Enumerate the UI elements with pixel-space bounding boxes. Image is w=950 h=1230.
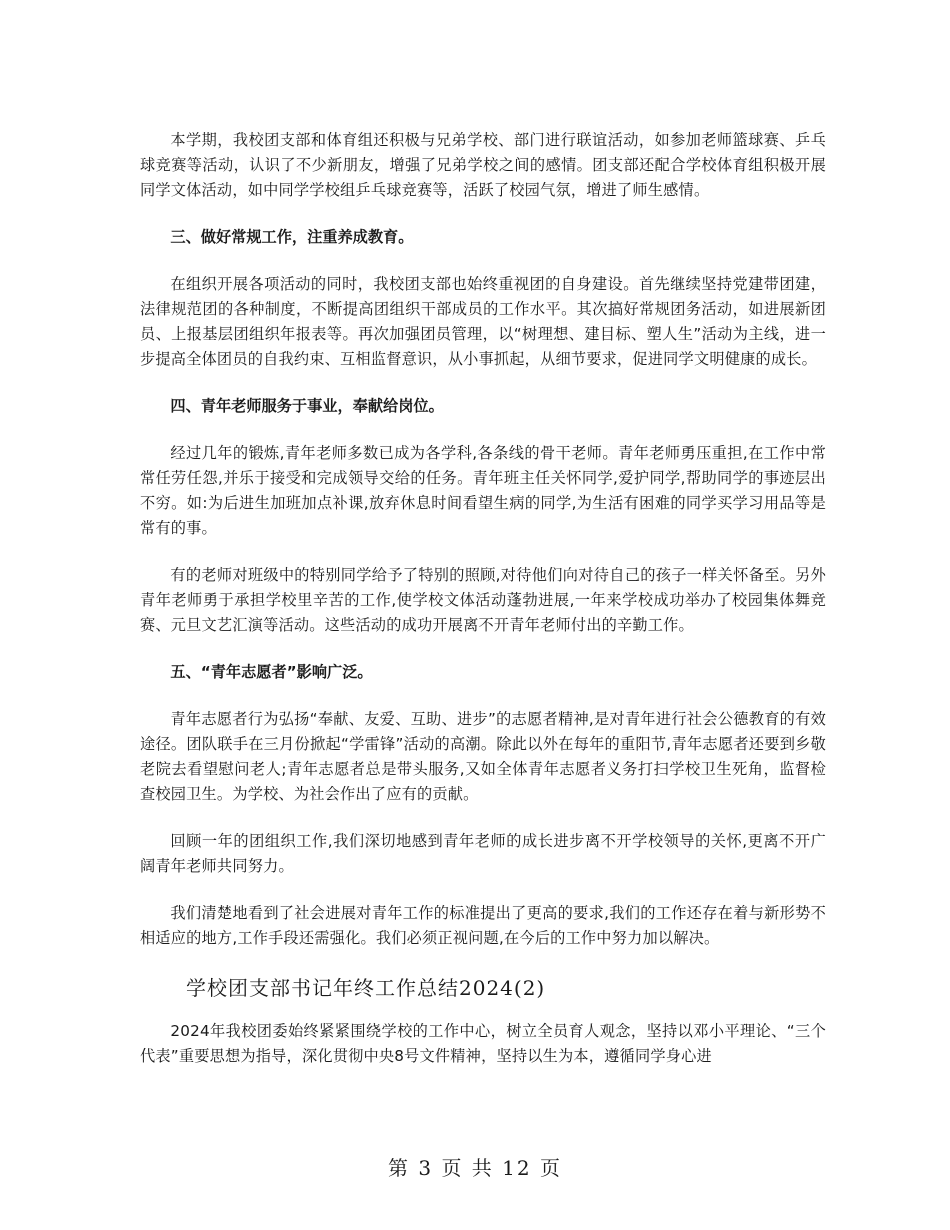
paragraph: 经过几年的锻炼,青年老师多数已成为各学科,各条线的骨干老师。青年老师勇压重担,在工作中常常任劳任怨,并乐于接受和完成领导交给的任务。青年班主任关怀同学,爱护同学,帮助同学的事迹层出不穷。如:为后进生加班加点补课,放弃休息时间看望生病的同学,为生活有困难的同学买学习用品等是常有的事。 — [140, 444, 826, 537]
section-heading: 三、做好常规工作，注重养成教育。 — [170, 228, 414, 246]
page-content — [140, 128, 826, 1091]
section-heading: 五、“青年志愿者”影响广泛。 — [170, 663, 373, 681]
paragraph: 有的老师对班级中的特别同学给予了特别的照顾,对待他们向对待自己的孩子一样关怀备至。另外青年老师勇于承担学校里辛苦的工作,使学校文体活动蓬勃进展,一年来学校成功举办了校园集体舞竞赛、元旦文艺汇演等活动。这些活动的成功开展离不开青年老师付出的辛勤工作。 — [140, 566, 826, 634]
document-title: 学校团支部书记年终工作总结2024(2) — [186, 976, 546, 1000]
intro-paragraph: 2024年我校团委始终紧紧围绕学校的工作中心，树立全员育人观念，坚持以邓小平理论、“三个代表”重要思想为指导，深化贯彻中央8号文件精神，坚持以生为本，遵循同学身心进 — [140, 1022, 826, 1065]
section-heading: 四、青年老师服务于事业，奉献给岗位。 — [170, 397, 444, 415]
page-number: 第 3 页 共 12 页 — [388, 1156, 562, 1180]
paragraph: 在组织开展各项活动的同时，我校团支部也始终重视团的自身建设。首先继续坚持党建带团建，法律规范团的各种制度，不断提高团组织干部成员的工作水平。其次搞好常规团务活动，如进展新团员、上报基层团组织年报表等。再次加强团员管理，以“树理想、建目标、塑人生”活动为主线，进一步提高全体团员的自我约束、互相监督意识，从小事抓起，从细节要求，促进同学文明健康的成长。 — [140, 275, 826, 368]
paragraph: 回顾一年的团组织工作,我们深切地感到青年老师的成长进步离不开学校领导的关怀,更离不开广阔青年老师共同努力。 — [140, 832, 826, 875]
paragraph: 我们清楚地看到了社会进展对青年工作的标准提出了更高的要求,我们的工作还存在着与新形势不相适应的地方,工作手段还需强化。我们必须正视问题,在今后的工作中努力加以解决。 — [140, 904, 826, 947]
paragraph: 青年志愿者行为弘扬“奉献、友爱、互助、进步”的志愿者精神,是对青年进行社会公德教育的有效途径。团队联手在三月份掀起“学雷锋”活动的高潮。除此以外在每年的重阳节,青年志愿者还要到乡敬老院去看望慰问老人;青年志愿者总是带头服务,又如全体青年志愿者义务打扫学校卫生死角，监督检查校园卫生。为学校、为社会作出了应有的贡献。 — [140, 710, 826, 803]
paragraph: 本学期，我校团支部和体育组还积极与兄弟学校、部门进行联谊活动，如参加老师篮球赛、乒乓球竞赛等活动，认识了不少新朋友，增强了兄弟学校之间的感情。团支部还配合学校体育组积极开展同学文体活动，如中同学学校组乒乓球竞赛等，活跃了校园气氛，增进了师生感情。 — [140, 131, 826, 199]
